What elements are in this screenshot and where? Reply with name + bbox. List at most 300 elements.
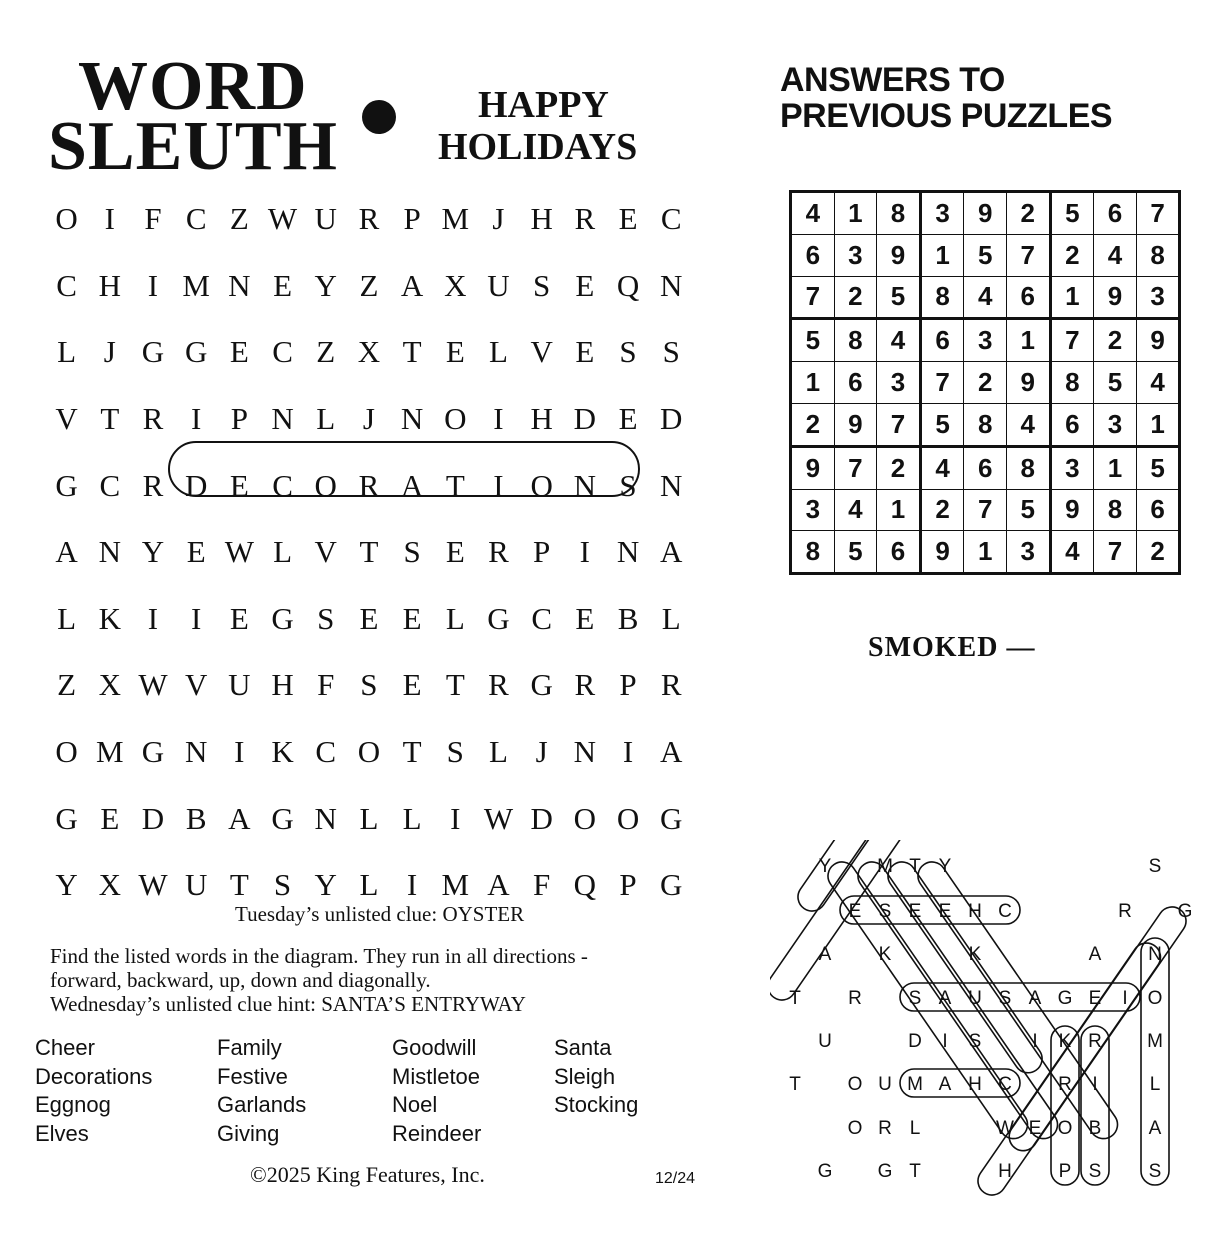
grid-letter: W [267, 201, 298, 237]
solution-letter: T [789, 1074, 801, 1095]
grid-row [45, 519, 693, 586]
grid-letter: N [660, 267, 683, 303]
grid-letter: I [622, 734, 634, 770]
word-list-item: Stocking [554, 1092, 639, 1117]
grid-letter: L [359, 800, 379, 836]
grid-letter: L [359, 867, 379, 903]
grid-letter: O [530, 467, 553, 503]
sudoku-cell: 3 [791, 489, 835, 531]
grid-letter: G [530, 667, 553, 703]
sudoku-cell: 1 [1006, 319, 1050, 362]
sudoku-cell: 8 [791, 531, 835, 574]
sudoku-cell: 7 [1050, 319, 1094, 362]
grid-letter: N [98, 534, 121, 570]
sudoku-cell: 2 [1094, 319, 1137, 362]
grid-letter: U [487, 267, 510, 303]
grid-letter: E [402, 667, 422, 703]
solution-letter: G [817, 1161, 833, 1182]
grid-letter: E [186, 534, 206, 570]
sudoku-cell: 3 [920, 192, 964, 235]
grid-letter: L [316, 401, 336, 437]
grid-letter: I [579, 534, 590, 570]
grid-letter: M [95, 734, 124, 770]
grid-letter: I [406, 867, 418, 903]
solution-letter: K [968, 944, 982, 965]
grid-letter: O [314, 467, 337, 503]
sudoku-cell: 3 [834, 234, 877, 276]
grid-letter: X [357, 334, 381, 370]
sudoku-cell: 8 [877, 192, 921, 235]
grid-letter: X [98, 867, 121, 903]
sudoku-cell: 5 [1136, 446, 1180, 489]
solution-letter: E [1028, 1118, 1042, 1139]
answers-heading [780, 62, 1112, 134]
solution-letter: A [1148, 1118, 1162, 1139]
sudoku-cell: 4 [1050, 531, 1094, 574]
sudoku-cell: 9 [877, 234, 921, 276]
sudoku-row [791, 319, 1180, 362]
grid-letter: Y [314, 867, 337, 903]
grid-row [45, 652, 693, 719]
grid-letter: Z [359, 267, 379, 303]
solution-letter: E [848, 901, 862, 922]
grid-letter: L [57, 600, 77, 636]
word-list-item: Decorations [35, 1063, 153, 1089]
solution-letter: S [1148, 1161, 1162, 1182]
solution-letter: D [908, 1031, 922, 1052]
grid-letter: G [184, 334, 208, 370]
sudoku-cell: 5 [1050, 192, 1094, 235]
puzzle-title-word: WORD [78, 48, 308, 125]
unlisted-clue: Tuesday’s unlisted clue: OYSTER [235, 902, 525, 926]
solution-letter: M [907, 1074, 923, 1095]
grid-letter: K [271, 734, 294, 770]
grid-letter: N [400, 401, 424, 437]
grid-letter: R [142, 401, 164, 437]
grid-letter: I [190, 600, 202, 636]
grid-letter: I [147, 267, 159, 303]
solution-letter: S [878, 901, 892, 922]
grid-letter: I [493, 467, 504, 503]
solution-letter: A [1088, 944, 1102, 965]
grid-letter: E [575, 600, 595, 636]
grid-letter: B [185, 800, 207, 836]
grid-letter: M [441, 201, 470, 237]
grid-letter: O [444, 401, 467, 437]
sudoku-cell: 7 [1094, 531, 1137, 574]
sudoku-row [791, 192, 1180, 235]
word-list-item: Garlands [217, 1092, 307, 1117]
grid-letter: O [573, 800, 597, 836]
sudoku-cell: 2 [1006, 192, 1050, 235]
grid-letter: F [317, 667, 335, 703]
grid-letter: A [55, 534, 78, 570]
sudoku-cell: 7 [834, 446, 877, 489]
sudoku-cell: 1 [1050, 276, 1094, 319]
grid-letter: E [575, 267, 595, 303]
grid-letter: A [660, 734, 683, 770]
sudoku-cell: 4 [877, 319, 921, 362]
solution-letter: T [789, 988, 801, 1009]
grid-letter: E [618, 201, 638, 237]
solution-letter: H [998, 1161, 1012, 1182]
grid-letter: T [445, 667, 465, 703]
sudoku-row [791, 446, 1180, 489]
sudoku-cell: 6 [1050, 403, 1094, 446]
sudoku-cell: 2 [834, 276, 877, 319]
sudoku-cell: 5 [1094, 362, 1137, 404]
grid-letter: D [573, 401, 597, 437]
solution-letter: I [1092, 1074, 1098, 1095]
sudoku-cell: 4 [1136, 362, 1180, 404]
solution-letter: U [878, 1074, 892, 1095]
solution-letter: O [847, 1074, 863, 1095]
date-label: 12/24 [655, 1170, 696, 1187]
grid-letter: N [271, 401, 294, 437]
sudoku-cell: 2 [920, 489, 964, 531]
grid-letter: R [488, 534, 509, 570]
grid-letter: M [182, 267, 210, 303]
grid-letter: F [144, 201, 162, 237]
grid-letter: K [98, 600, 121, 636]
grid-letter: R [358, 201, 380, 237]
sudoku-cell: 5 [791, 319, 835, 362]
sudoku-cell: 8 [964, 403, 1007, 446]
solution-letter: C [998, 901, 1012, 922]
grid-letter: T [359, 534, 379, 570]
sudoku-cell: 7 [791, 276, 835, 319]
sudoku-cell: 3 [1136, 276, 1180, 319]
sudoku-cell: 9 [791, 446, 835, 489]
sudoku-cell: 4 [964, 276, 1007, 319]
grid-letter: O [616, 800, 640, 836]
grid-letter: L [273, 534, 292, 570]
grid-letter: S [446, 734, 464, 770]
word-list-item: Cheer [35, 1035, 95, 1060]
sudoku-row [791, 234, 1180, 276]
solution-letter: I [1032, 1031, 1038, 1052]
copyright: ©2025 King Features, Inc. [250, 1162, 485, 1187]
solution-letter: B [1088, 1118, 1102, 1139]
grid-letter: G [660, 800, 683, 836]
solution-letter: A [818, 944, 832, 965]
solution-loops [770, 840, 1191, 1200]
grid-letter: S [619, 334, 637, 370]
grid-letter: Y [55, 867, 78, 903]
grid-letter: E [229, 334, 249, 370]
sudoku-cell: 1 [1136, 403, 1180, 446]
word-list-column [35, 1034, 152, 1148]
sudoku-cell: 1 [834, 192, 877, 235]
sudoku-cell: 9 [1006, 362, 1050, 404]
sudoku-cell: 9 [920, 531, 964, 574]
grid-letter: C [531, 600, 552, 636]
solution-letter: Y [818, 856, 832, 877]
grid-letter: E [618, 401, 638, 437]
grid-letter: N [660, 467, 683, 503]
grid-letter: Y [141, 534, 165, 570]
grid-letter: G [55, 800, 78, 836]
instructions-line: Find the listed words in the diagram. They run in all directions - [50, 944, 588, 968]
grid-letter: V [314, 534, 337, 570]
grid-letter: N [616, 534, 640, 570]
solution-letter: S [968, 1031, 982, 1052]
sudoku-cell: 8 [1050, 362, 1094, 404]
grid-letter: P [230, 401, 248, 437]
solution-letter: O [847, 1118, 863, 1139]
sudoku-solution-grid [789, 190, 1181, 575]
grid-letter: V [530, 334, 553, 370]
grid-letter: R [660, 667, 682, 703]
grid-letter: E [359, 600, 379, 636]
word-list-item: Santa [554, 1035, 612, 1060]
grid-letter: R [142, 467, 164, 503]
word-list-item: Sleigh [554, 1063, 616, 1089]
grid-letter: J [362, 401, 375, 437]
grid-letter: I [190, 401, 202, 437]
solution-letter: O [1147, 988, 1163, 1009]
answers-heading-line2: PREVIOUS PUZZLES [780, 97, 1113, 135]
grid-letter: I [493, 401, 504, 437]
grid-letter: U [228, 667, 251, 703]
grid-letter: D [141, 800, 165, 836]
solution-loop [1141, 938, 1169, 1185]
solution-letter: P [1058, 1161, 1072, 1182]
sudoku-cell: 9 [1136, 319, 1180, 362]
grid-letter: W [224, 534, 254, 570]
grid-letter: P [533, 534, 551, 570]
sudoku-cell: 6 [877, 531, 921, 574]
sudoku-row [791, 276, 1180, 319]
grid-letter: N [184, 734, 208, 770]
grid-letter: H [530, 201, 553, 237]
answers-heading-line1: ANSWERS TO [780, 61, 1005, 99]
grid-letter: Z [316, 334, 336, 370]
grid-letter: L [445, 600, 465, 636]
grid-row [45, 253, 693, 320]
grid-letter: N [573, 467, 597, 503]
grid-letter: R [574, 667, 596, 703]
sudoku-cell: 3 [877, 362, 921, 404]
grid-letter: R [358, 467, 380, 503]
solution-letter: A [938, 1074, 952, 1095]
sudoku-cell: 6 [1136, 489, 1180, 531]
solution-letter: T [909, 1161, 921, 1182]
grid-letter: I [450, 800, 461, 836]
grid-letter: A [487, 867, 510, 903]
grid-letter: B [617, 600, 639, 636]
grid-row [45, 586, 693, 653]
word-list-item: Noel [392, 1092, 438, 1117]
grid-letter: O [55, 201, 78, 237]
grid-letter: N [573, 734, 597, 770]
sudoku-cell: 5 [920, 403, 964, 446]
sudoku-cell: 3 [1050, 446, 1094, 489]
sudoku-cell: 8 [834, 319, 877, 362]
grid-letter: C [99, 467, 121, 503]
grid-letter: S [360, 667, 378, 703]
solution-letter: R [848, 988, 862, 1009]
solution-letter: A [1028, 988, 1042, 1009]
grid-letter: Z [229, 201, 249, 237]
solution-letter: L [909, 1118, 921, 1139]
solution-letter: R [1118, 901, 1132, 922]
grid-letter: X [444, 267, 467, 303]
solution-letter: M [1147, 1031, 1163, 1052]
grid-letter: C [315, 734, 337, 770]
sudoku-cell: 5 [877, 276, 921, 319]
sudoku-cell: 6 [964, 446, 1007, 489]
grid-letter: Y [314, 267, 337, 303]
grid-letter: U [184, 867, 208, 903]
grid-letter: P [619, 667, 637, 703]
solution-letter: K [878, 944, 892, 965]
sudoku-cell: 7 [1006, 234, 1050, 276]
solution-letter: G [877, 1161, 893, 1182]
grid-letter: G [141, 334, 165, 370]
grid-letter: R [574, 201, 596, 237]
solution-letter: E [938, 901, 952, 922]
grid-letter: F [533, 867, 551, 903]
grid-letter: G [660, 867, 683, 903]
grid-letter: T [229, 867, 249, 903]
grid-row [45, 186, 693, 253]
solution-letter: G [1057, 988, 1073, 1009]
sudoku-cell: 4 [1094, 234, 1137, 276]
sudoku-cell: 9 [1094, 276, 1137, 319]
grid-letter: E [229, 467, 249, 503]
sudoku-cell: 6 [1006, 276, 1050, 319]
grid-letter: L [57, 334, 77, 370]
grid-letter: T [100, 401, 120, 437]
sudoku-cell: 4 [791, 192, 835, 235]
grid-letter: T [402, 334, 422, 370]
grid-row [45, 719, 693, 786]
solution-letter: W [996, 1118, 1014, 1139]
grid-letter: R [488, 667, 509, 703]
grid-letter: A [228, 800, 251, 836]
sudoku-cell: 7 [920, 362, 964, 404]
grid-letter: E [445, 534, 465, 570]
scramble-answer: SMOKED — [868, 632, 1036, 663]
grid-letter: E [575, 334, 595, 370]
grid-letter: C [185, 201, 207, 237]
grid-letter: D [184, 467, 208, 503]
sudoku-cell: 9 [834, 403, 877, 446]
word-list-item: Giving [217, 1120, 280, 1146]
grid-letter: H [271, 667, 294, 703]
grid-letter: W [138, 667, 168, 703]
sudoku-cell: 8 [1094, 489, 1137, 531]
solution-letter: E [908, 901, 922, 922]
solution-letter: L [1149, 1074, 1161, 1095]
grid-letter: W [138, 867, 168, 903]
grid-letter: C [660, 201, 682, 237]
grid-letter: Z [57, 667, 77, 703]
word-list-item: Family [217, 1035, 282, 1060]
sudoku-cell: 1 [791, 362, 835, 404]
solution-letter: I [942, 1031, 948, 1052]
sudoku-cell: 4 [834, 489, 877, 531]
solution-letters [789, 856, 1192, 1182]
grid-letter: O [357, 734, 381, 770]
solution-letter: G [1177, 901, 1193, 922]
sudoku-cell: 5 [834, 531, 877, 574]
grid-row [45, 319, 693, 386]
solution-letter: M [877, 856, 893, 877]
sudoku-row [791, 489, 1180, 531]
sudoku-cell: 2 [791, 403, 835, 446]
grid-letter: J [492, 201, 505, 237]
sudoku-cell: 6 [1094, 192, 1137, 235]
solution-letter: K [1058, 1031, 1072, 1052]
sudoku-cell: 1 [877, 489, 921, 531]
grid-letter: V [184, 667, 208, 703]
sudoku-cell: 2 [877, 446, 921, 489]
sudoku-cell: 8 [1136, 234, 1180, 276]
grid-letter: L [489, 334, 508, 370]
sudoku-cell: 8 [920, 276, 964, 319]
grid-letter: E [229, 600, 249, 636]
grid-letter: S [662, 334, 680, 370]
sudoku-row [791, 403, 1180, 446]
sudoku-row [791, 531, 1180, 574]
sudoku-cell: 8 [1006, 446, 1050, 489]
grid-letter: P [403, 201, 421, 237]
example-word-loop [168, 441, 640, 497]
grid-letter: G [487, 600, 510, 636]
solution-loop [840, 896, 1020, 924]
grid-letter: I [104, 201, 115, 237]
solution-letter: O [1057, 1118, 1073, 1139]
sudoku-cell: 3 [1094, 403, 1137, 446]
word-list-item: Reindeer [392, 1120, 482, 1146]
sudoku-cell: 9 [1050, 489, 1094, 531]
previous-word-sleuth-solution [770, 840, 1210, 1200]
sudoku-cell: 1 [1094, 446, 1137, 489]
grid-letter: E [445, 334, 465, 370]
grid-letter: G [271, 800, 294, 836]
grid-letter: S [533, 267, 551, 303]
grid-letter: C [56, 267, 77, 303]
sudoku-cell: 9 [964, 192, 1007, 235]
grid-letter: X [98, 667, 121, 703]
sudoku-cell: 3 [1006, 531, 1050, 574]
grid-letter: C [272, 467, 293, 503]
solution-letter: R [878, 1118, 892, 1139]
puzzle-theme-line2: HOLIDAYS [438, 126, 638, 168]
word-search-grid [45, 186, 693, 919]
grid-letter: M [441, 867, 470, 903]
grid-letter: Q [573, 867, 597, 903]
clue-hint-line: Wednesday’s unlisted clue hint: SANTA’S ENTRYWAY [50, 992, 526, 1016]
instructions-line: forward, backward, up, down and diagonally. [50, 968, 431, 992]
grid-letter: I [234, 734, 245, 770]
grid-letter: I [147, 600, 159, 636]
solution-letter: I [1122, 988, 1128, 1009]
sudoku-cell: 2 [964, 362, 1007, 404]
sudoku-cell: 4 [1006, 403, 1050, 446]
sudoku-row [791, 362, 1180, 404]
grid-letter: E [273, 267, 292, 303]
solution-letter: R [1058, 1074, 1072, 1095]
grid-letter: E [100, 800, 120, 836]
solution-letter: A [938, 988, 952, 1009]
solution-letter: H [968, 901, 982, 922]
grid-letter: J [103, 334, 116, 370]
sudoku-cell: 7 [964, 489, 1007, 531]
solution-letter: T [909, 856, 921, 877]
